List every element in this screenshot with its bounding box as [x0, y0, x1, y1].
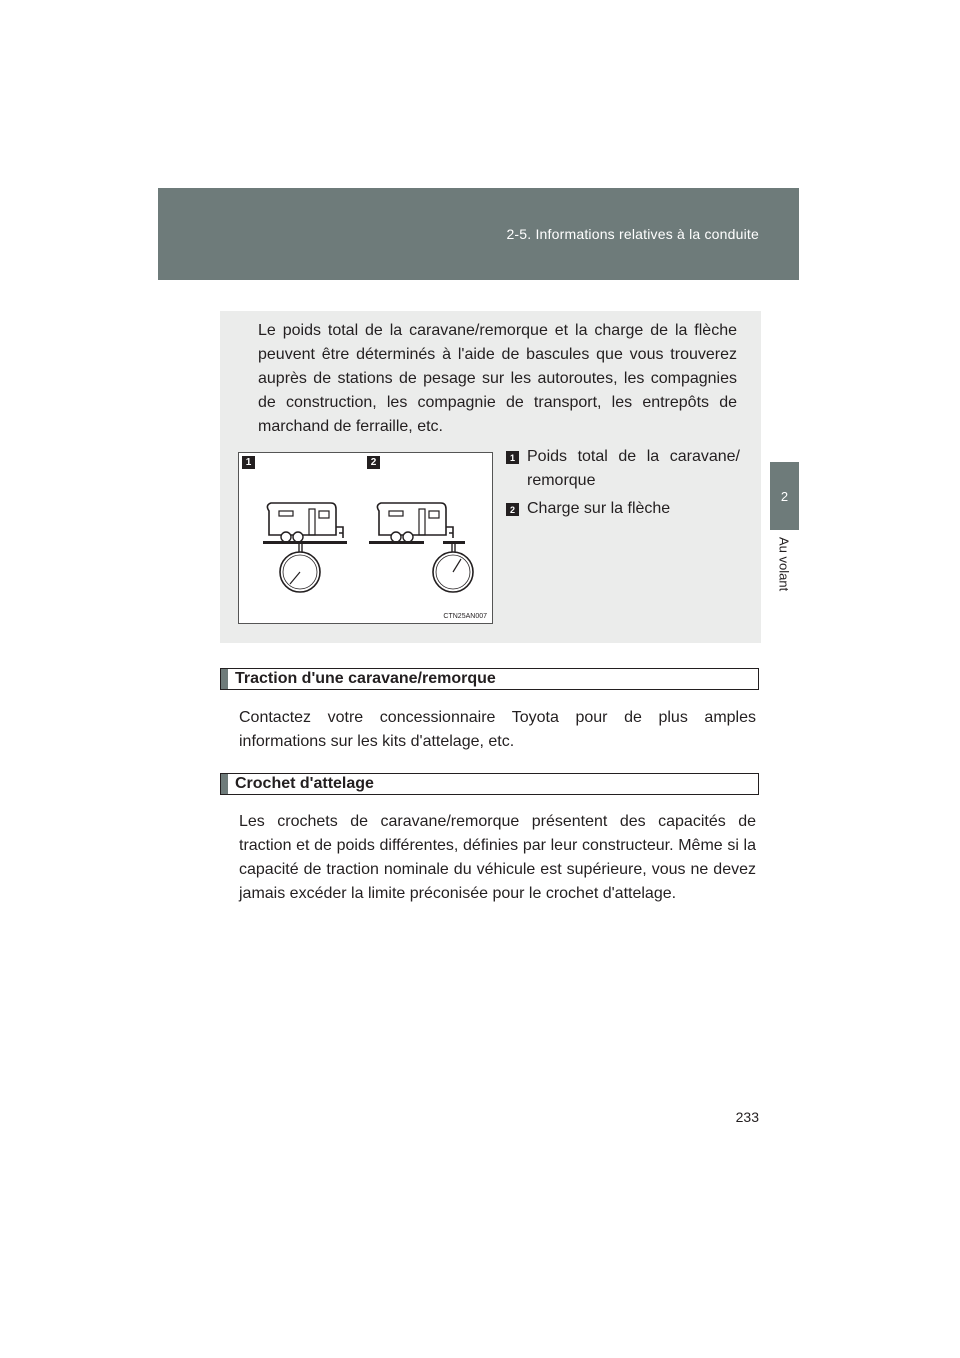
legend-marker-1: 1 [506, 451, 519, 464]
legend-item-tongue-load [506, 497, 740, 521]
section-body-towing: Contactez votre concessionnaire Toyota pour de plus amples informations sur les kits d'attelage, etc. [239, 709, 756, 750]
legend-marker-2: 2 [506, 503, 519, 516]
legend-text-tongue-load: Charge sur la flèche [527, 500, 671, 517]
figure-code: CTN25AN007 [443, 613, 487, 620]
section-heading-hitch-label: Crochet d'attelage [235, 775, 374, 792]
chapter-header-band [158, 188, 799, 280]
info-paragraph: Le poids total de la caravane/remorque et la charge de la flèche peuvent être déterminés à l'aide de bascules que vous trouverez auprès de stations de pesage sur les autoroutes, les compagnies de construction, les compagnie de transport, les entrepôts de marchand de ferraille, etc. [258, 322, 737, 435]
section-title: 2-5. Informations relatives à la conduite [506, 226, 759, 242]
weighing-illustration [238, 452, 493, 624]
info-box [220, 311, 761, 643]
heading-accent-bar [221, 774, 228, 794]
trailer-total-weight-icon [263, 503, 347, 592]
heading-accent-bar [221, 669, 228, 689]
figure-legend [506, 445, 740, 525]
trailer-tongue-load-icon [369, 503, 473, 592]
chapter-tab-number: 2 [770, 462, 799, 530]
legend-text-total-weight: Poids total de la caravane/ remorque [527, 448, 740, 489]
section-heading-towing [220, 668, 759, 690]
figure-marker-1: 1 [242, 456, 255, 469]
scales-drawing [239, 453, 492, 623]
page-number: 233 [735, 1109, 759, 1125]
figure-marker-2: 2 [367, 456, 380, 469]
legend-item-total-weight [506, 445, 740, 493]
section-heading-hitch [220, 773, 759, 795]
section-body-hitch: Les crochets de caravane/remorque présentent des capacités de traction et de poids différentes, définies par leur constructeur. Même si la capacité de traction nominale du véhicule est supérieure, vous ne devez jamais excéder la limite préconisée pour le crochet d'attelage. [239, 813, 756, 902]
chapter-tab-label: Au volant [776, 537, 792, 592]
section-heading-towing-label: Traction d'une caravane/remorque [235, 670, 496, 687]
